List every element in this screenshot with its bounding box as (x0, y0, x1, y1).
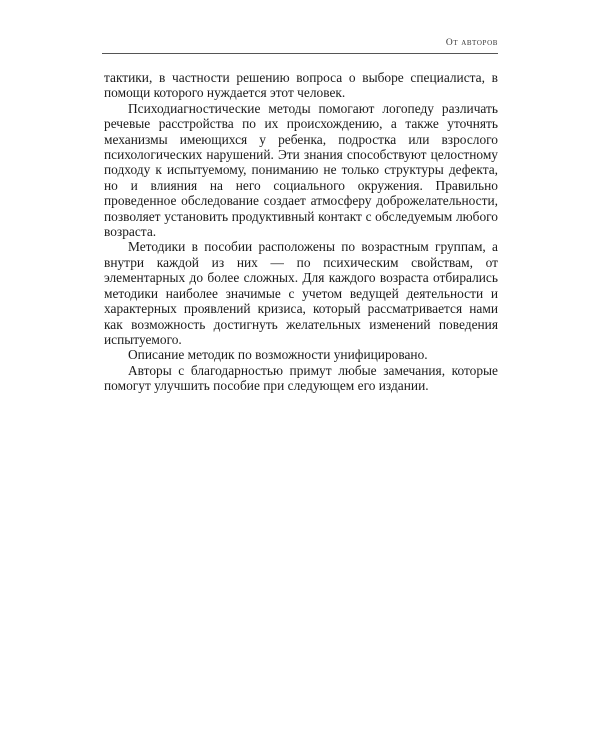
running-head-title: От авторов (445, 38, 498, 48)
header-rule (102, 53, 498, 54)
paragraph-psychodiagnostic-methods: Психодиагностические методы помогают логопеду различать речевые расстройства по их происхождению, а также уточнять механизмы имеющихся у ребенка, подростка или взрослого психологических нарушений. Эти знания способствуют целостному подходу к испытуемому, пониманию не только структуры дефекта, но и влияния на него социального окружения. Правильно проведенное обследование создает атмосферу доброжелательности, позволяет установить продуктивный контакт с обследуемым любого возраста. (104, 100, 498, 240)
paragraph-acknowledgement: Авторы с благодарностью примут любые замечания, которые помогут улучшить пособие при следующем его издании. (104, 362, 498, 394)
paragraph-unified-description: Описание методик по возможности унифицировано. (128, 347, 428, 363)
body-text (104, 70, 498, 394)
paragraph-continued: тактики, в частности решению вопроса о выборе специалиста, в помощи которого нуждается этот человек. (104, 70, 498, 101)
paragraph-age-groups: Методики в пособии расположены по возрастным группам, а внутри каждой из них — по психическим свойствам, от элементарных до более сложных. Для каждого возраста отбирались методики наиболее значимые с учетом ведущей деятельности и характерных проявлений кризиса, который рассматривается нами как возможность достигнуть желательных изменений поведения испытуемого. (104, 239, 498, 347)
running-head (102, 38, 498, 56)
